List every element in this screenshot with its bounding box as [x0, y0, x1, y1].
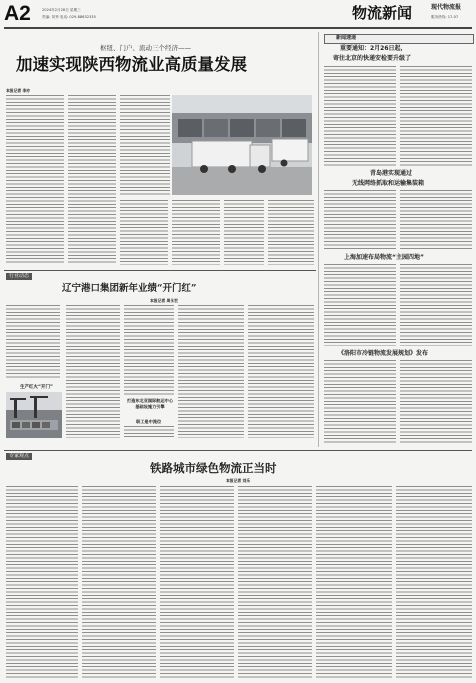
opinion-text-col1	[6, 486, 78, 678]
news-item-3-text-a	[324, 264, 396, 346]
industry-text-col5	[248, 305, 314, 438]
lead-headline: 加速实现陕西物流业高质量发展	[16, 55, 247, 74]
industry-text-col4	[178, 305, 244, 438]
industry-section-label: 行业动态	[6, 273, 32, 280]
section-title: 物流新闻	[352, 4, 413, 22]
date-line: 2024年2月28日 星期三	[42, 8, 81, 12]
news-item-1-headline-2: 寄往北京的快递安检要升级了	[333, 55, 412, 62]
news-item-2-headline-1: 青岛港实现通过	[370, 170, 413, 177]
news-item-3-text-b	[400, 264, 472, 346]
opinion-section-label: 专家观点	[6, 453, 32, 460]
news-item-2-headline-2: 无线网络抓取和运输集装箱	[352, 180, 425, 187]
lead-photo-trucks	[172, 95, 312, 195]
industry-byline: 本报记者 周永宏	[150, 298, 178, 303]
editor-line: 责编: 刘秀 电话: 029-88632335	[42, 15, 96, 19]
lead-byline: 本报记者 李亦	[6, 88, 31, 93]
header-rule	[4, 27, 472, 29]
lead-text-col6	[268, 200, 314, 265]
industry-headline: 辽宁港口集团新年业绩“开门红”	[62, 283, 197, 294]
industry-photo-port	[6, 392, 62, 438]
industry-subhead-2: 职工是中流位	[136, 419, 162, 424]
lead-text-col2	[68, 95, 116, 265]
lead-text-col7	[120, 200, 168, 265]
opinion-byline: 本报记者 刘乐	[226, 478, 251, 483]
news-item-1-headline-1: 重要通知：2月26日起，	[340, 45, 407, 52]
industry-text-col3	[124, 305, 174, 395]
news-item-4-headline: 《洛阳市冷链物流发展规划》发布	[338, 350, 429, 357]
lead-text-col5	[224, 200, 264, 265]
opinion-text-col2	[82, 486, 156, 678]
right-column-rule	[318, 32, 319, 447]
hotline: 服务热线: 17-07	[431, 15, 459, 19]
industry-photo-caption: 生产红火“开门”	[20, 385, 53, 390]
news-item-1-text-a	[324, 66, 396, 166]
news-item-2-text-a	[324, 190, 396, 250]
lead-text-col4	[172, 200, 220, 265]
opinion-text-col3	[160, 486, 234, 678]
lead-text-col3	[120, 95, 170, 195]
news-section-label: 新闻速递	[336, 35, 357, 41]
page-number: A2	[4, 2, 31, 25]
news-item-4-text-a	[324, 360, 396, 444]
news-item-3-headline: 上海加速布局物流“主园四地”	[344, 254, 424, 261]
opinion-text-col6	[396, 486, 472, 678]
industry-text-col1	[6, 305, 60, 380]
news-item-4-text-b	[400, 360, 472, 444]
industry-top-rule	[4, 270, 316, 271]
paper-name: 现代物流报	[431, 4, 462, 11]
lead-text-col1	[6, 95, 64, 265]
industry-text-col3b	[124, 426, 174, 438]
news-item-1-text-b	[400, 66, 472, 166]
opinion-text-col5	[316, 486, 392, 678]
news-item-2-text-b	[400, 190, 472, 250]
opinion-text-col4	[238, 486, 312, 678]
opinion-top-rule	[4, 450, 472, 451]
opinion-headline: 铁路城市绿色物流正当时	[150, 461, 277, 475]
industry-text-col2	[66, 305, 120, 438]
lead-kicker: 枢纽、门户、流动三个经济——	[100, 44, 191, 52]
industry-subhead-1: 打造东北亚国际航运中心基础设施力引擎	[126, 398, 174, 409]
